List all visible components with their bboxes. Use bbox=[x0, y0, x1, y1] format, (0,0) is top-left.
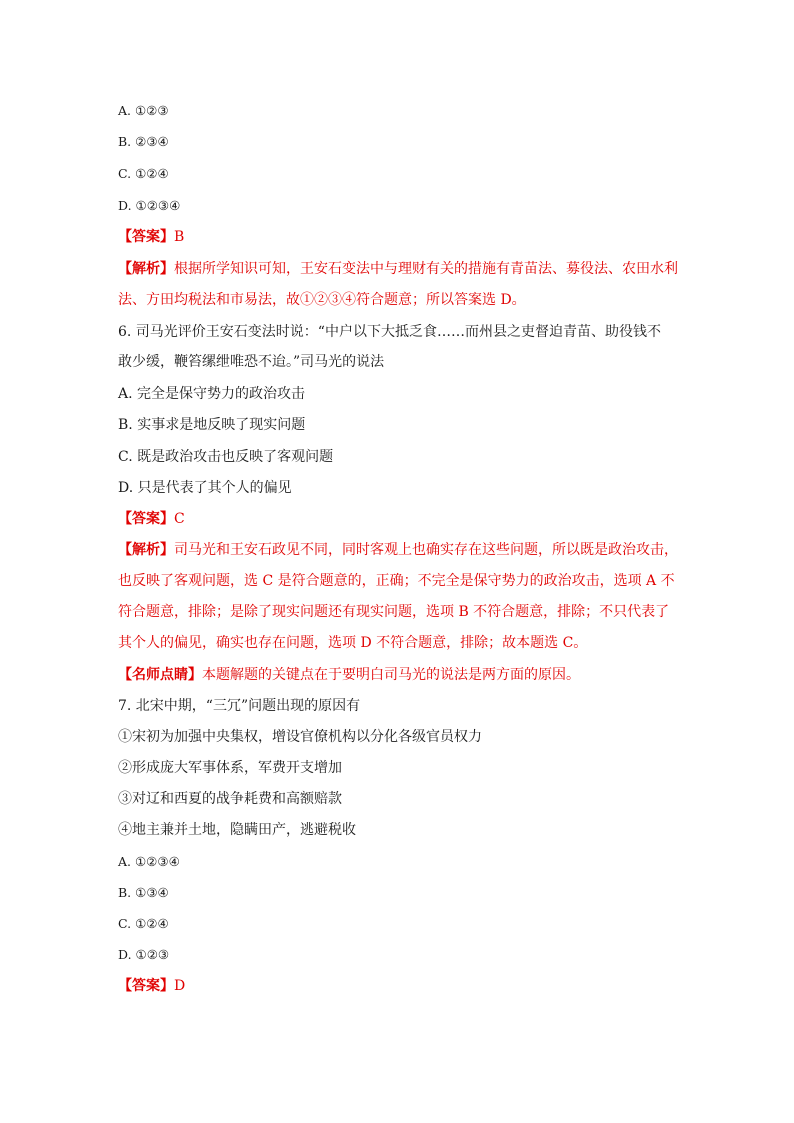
q6-teacher-tip bbox=[118, 665, 580, 685]
q5-option-d: D. ①②③④ bbox=[118, 198, 181, 213]
q6-stem-line-1: 6. 司马光评价王安石变法时说：“中户以下大抵乏食……而州县之吏督迫青苗、助役钱不 bbox=[118, 324, 661, 340]
q6-analysis-line-4: 其个人的偏见，确实也存在问题，选项 D 不符合题意，排除；故本题选 C。 bbox=[118, 635, 588, 651]
q6-stem-line-2: 敢少缓，鞭笞缧绁唯恐不迨。”司马光的说法 bbox=[118, 354, 385, 370]
q5-analysis-text-1: 根据所学知识可知，王安石变法中与理财有关的措施有青苗法、募役法、农田水利 bbox=[174, 261, 678, 277]
q6-option-b: B. 实事求是地反映了现实问题 bbox=[118, 417, 306, 433]
q6-analysis-line-2: 也反映了客观问题，选 C 是符合题意的，正确；不完全是保守势力的政治攻击，选项 A 不 bbox=[118, 573, 675, 589]
q7-stem: 7. 北宋中期，“三冗”问题出现的原因有 bbox=[118, 698, 361, 714]
q7-answer-value: D bbox=[174, 978, 186, 994]
q6-analysis-line-3: 符合题意，排除；是除了现实问题还有现实问题，选项 B 不符合题意，排除；不只代表了 bbox=[118, 604, 670, 620]
q6-option-d: D. 只是代表了其个人的偏见 bbox=[118, 480, 292, 496]
q6-answer-value: C bbox=[174, 511, 185, 527]
q7-answer bbox=[118, 976, 185, 996]
q5-option-b: B. ②③④ bbox=[118, 134, 169, 149]
q6-analysis-text-1: 司马光和王安石政见不同，同时客观上也确实存在这些问题，所以既是政治攻击， bbox=[174, 542, 678, 558]
q5-answer-tag: 【答案】 bbox=[118, 229, 174, 245]
q7-option-d: D. ①②③ bbox=[118, 947, 170, 962]
q7-item-1: ①宋初为加强中央集权，增设官僚机构以分化各级官员权力 bbox=[118, 729, 482, 745]
q6-analysis-line-1 bbox=[118, 540, 678, 560]
q7-option-c: C. ①②④ bbox=[118, 916, 169, 931]
q7-item-2: ②形成庞大军事体系，军费开支增加 bbox=[118, 760, 342, 776]
q5-answer bbox=[118, 227, 184, 247]
q6-option-a: A. 完全是保守势力的政治攻击 bbox=[118, 386, 306, 402]
q6-option-c: C. 既是政治攻击也反映了客观问题 bbox=[118, 449, 334, 465]
q6-tip-text: 本题解题的关键点在于要明白司马光的说法是两方面的原因。 bbox=[202, 667, 580, 683]
q6-answer-tag: 【答案】 bbox=[118, 511, 174, 527]
q5-option-a: A. ①②③ bbox=[118, 103, 169, 118]
q7-answer-tag: 【答案】 bbox=[118, 978, 174, 994]
q7-option-a: A. ①②③④ bbox=[118, 854, 180, 869]
q6-analysis-tag: 【解析】 bbox=[118, 542, 174, 558]
q6-answer bbox=[118, 509, 185, 529]
q5-answer-value: B bbox=[174, 229, 185, 245]
q7-option-b: B. ①③④ bbox=[118, 885, 169, 900]
q7-item-4: ④地主兼并土地，隐瞒田产，逃避税收 bbox=[118, 822, 356, 838]
q5-analysis-line-2: 法、方田均税法和市易法，故①②③④符合题意；所以答案选 D。 bbox=[118, 292, 526, 308]
q5-analysis-line-1 bbox=[118, 259, 678, 279]
q5-option-c: C. ①②④ bbox=[118, 166, 169, 181]
q6-tip-tag: 【名师点睛】 bbox=[118, 667, 202, 683]
q5-analysis-tag: 【解析】 bbox=[118, 261, 174, 277]
q7-item-3: ③对辽和西夏的战争耗费和高额赔款 bbox=[118, 791, 342, 807]
